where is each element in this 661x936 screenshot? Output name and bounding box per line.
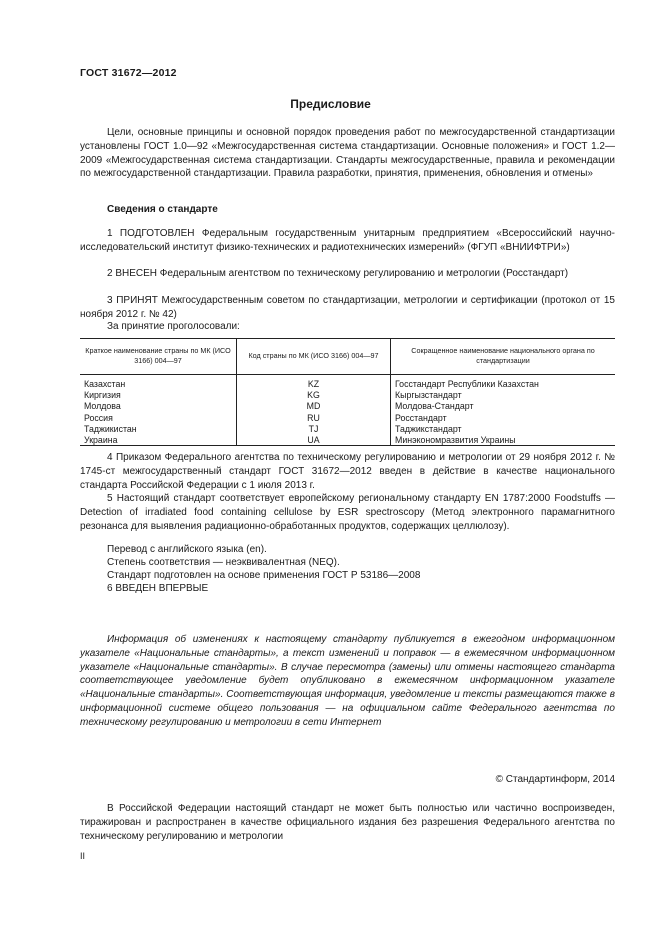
country-cell: Таджикистан	[80, 424, 237, 435]
intro-paragraph: Цели, основные принципы и основной порядок проведения работ по межгосударственной стандартизации установлены ГОСТ 1.0—92 «Межгосударственная система стандартизации. Основные положения» и ГОСТ 1.2—2009 «Межгосударственная система стандартизации. Стандарты межгосударственные, правила и рекомендации по межгосударственной стандартизации. Правила разработки, принятия, применения, обновления и отмены»	[80, 127, 615, 180]
code-cell: RU	[237, 413, 391, 424]
code-cell: KG	[237, 390, 391, 401]
column-header-body: Сокращенное наименование национального органа по стандартизации	[391, 338, 616, 375]
item-6-introduced-first: 6 ВВЕДЕН ВПЕРВЫЕ	[107, 583, 209, 594]
column-header-country: Краткое наименование страны по МК (ИСО 3166) 004—97	[80, 338, 237, 375]
copyright: © Стандартинформ, 2014	[495, 774, 615, 785]
country-cell: Казахстан	[80, 375, 237, 391]
country-cell: Молдова	[80, 401, 237, 412]
table-row	[80, 390, 615, 401]
translation-note: Перевод с английского языка (en).	[107, 544, 267, 555]
table-row	[80, 424, 615, 435]
voted-label: За принятие проголосовали:	[107, 321, 240, 332]
body-cell: Таджикстандарт	[395, 423, 462, 434]
legal-notice: В Российской Федерации настоящий стандарт не может быть полностью или частично воспроизведен, тиражирован и распространен в качестве официального издания без разрешения Федерального агентства по техническому регулированию и метрологии	[80, 803, 615, 842]
conformity-note: Степень соответствия — неэквивалентная (NEQ).	[107, 557, 340, 568]
country-cell: Россия	[80, 413, 237, 424]
code-cell: MD	[237, 401, 391, 412]
table-row	[80, 435, 615, 446]
code-cell: UA	[237, 435, 391, 446]
standard-code-header: ГОСТ 31672—2012	[80, 67, 177, 79]
table-row	[80, 413, 615, 424]
page-title: Предисловие	[290, 97, 371, 111]
voting-countries-table	[80, 338, 615, 446]
country-cell: Украина	[80, 435, 237, 446]
column-header-code: Код страны по МК (ИСО 3166) 004—97	[237, 338, 391, 375]
body-cell: Минэкономразвития Украины	[395, 435, 516, 446]
table-row	[80, 401, 615, 412]
based-on-note: Стандарт подготовлен на основе применения ГОСТ Р 53186—2008	[107, 570, 421, 581]
body-cell: Кыргызстандарт	[395, 390, 462, 401]
changes-info-note: Информация об изменениях к настоящему стандарту публикуется в ежегодном информационном указателе «Национальные стандарты», а текст изменений и поправок — в ежемесячном информационном указателе «Национальные стандарты». В случае пересмотра (замены) или отмены настоящего стандарта соответствующее уведомление будет опубликовано в ежемесячном информационном указателе «Национальные стандарты». Соответствующая информация, уведомление и тексты размещаются также в информационной системе общего пользования — на официальном сайте Федерального агентства по техническому регулированию и метрологии в сети Интернет	[80, 634, 615, 728]
body-cell: Молдова-Стандарт	[395, 401, 474, 412]
table-header-row	[80, 338, 615, 375]
item-5-correspondence: 5 Настоящий стандарт соответствует европейскому региональному стандарту EN 1787:2000 Foodstuffs — Detection of irradiated food containing cellulose by ESR spectroscopy (Метод электронного парамагнитного резонанса для выявления радиационно-обработанных продуктов, содержащих целлюлозу).	[80, 493, 615, 532]
code-cell: TJ	[237, 424, 391, 435]
page-number: II	[80, 851, 86, 861]
item-2-introduced: 2 ВНЕСЕН Федеральным агентством по техническому регулированию и метрологии (Росстандарт)	[107, 268, 569, 279]
country-cell: Киргизия	[80, 390, 237, 401]
table-row	[80, 375, 615, 391]
item-3-adopted: 3 ПРИНЯТ Межгосударственным советом по стандартизации, метрологии и сертификации (протокол от 15 ноября 2012 г. № 42)	[80, 295, 615, 320]
item-1-prepared: 1 ПОДГОТОВЛЕН Федеральным государственным унитарным предприятием «Всероссийский научно-исследовательский институт физико-технических и радиотехнических измерений» (ФГУП «ВНИИФТРИ»)	[80, 228, 615, 253]
item-4-order: 4 Приказом Федерального агентства по техническому регулированию и метрологии от 29 ноября 2012 г. № 1745-ст межгосударственный стандарт ГОСТ 31672—2012 введен в действие в качестве национального стандарта Российской Федерации с 1 июля 2013 г.	[80, 452, 615, 491]
code-cell: KZ	[237, 375, 391, 391]
body-cell: Росстандарт	[395, 412, 447, 423]
section-heading: Сведения о стандарте	[107, 204, 218, 215]
body-cell: Госстандарт Республики Казахстан	[395, 379, 539, 389]
